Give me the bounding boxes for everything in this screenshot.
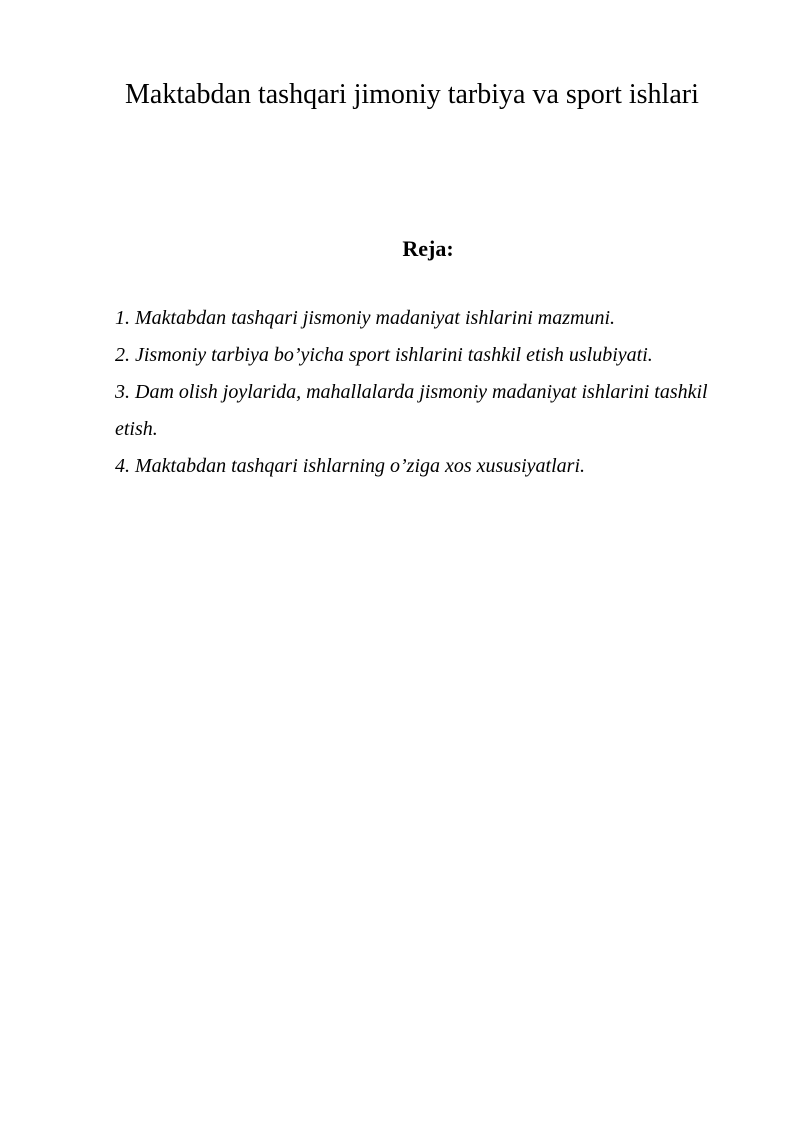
plan-item-2: 2. Jismoniy tarbiya bo’yicha sport ishlarini tashkil etish uslubiyati.	[115, 344, 653, 366]
plan-item-4: 4. Maktabdan tashqari ishlarning o’ziga xos xususiyatlari.	[115, 455, 585, 477]
plan-item-3: 3. Dam olish joylarida, mahallalarda jismoniy madaniyat ishlarini tashkil etish.	[115, 381, 708, 440]
plan-list	[115, 300, 735, 485]
document-title: Maktabdan tashqari jimoniy tarbiya va sport ishlari	[125, 79, 699, 110]
plan-heading: Reja:	[402, 236, 454, 261]
plan-item-1: 1. Maktabdan tashqari jismoniy madaniyat ishlarini mazmuni.	[115, 307, 615, 329]
